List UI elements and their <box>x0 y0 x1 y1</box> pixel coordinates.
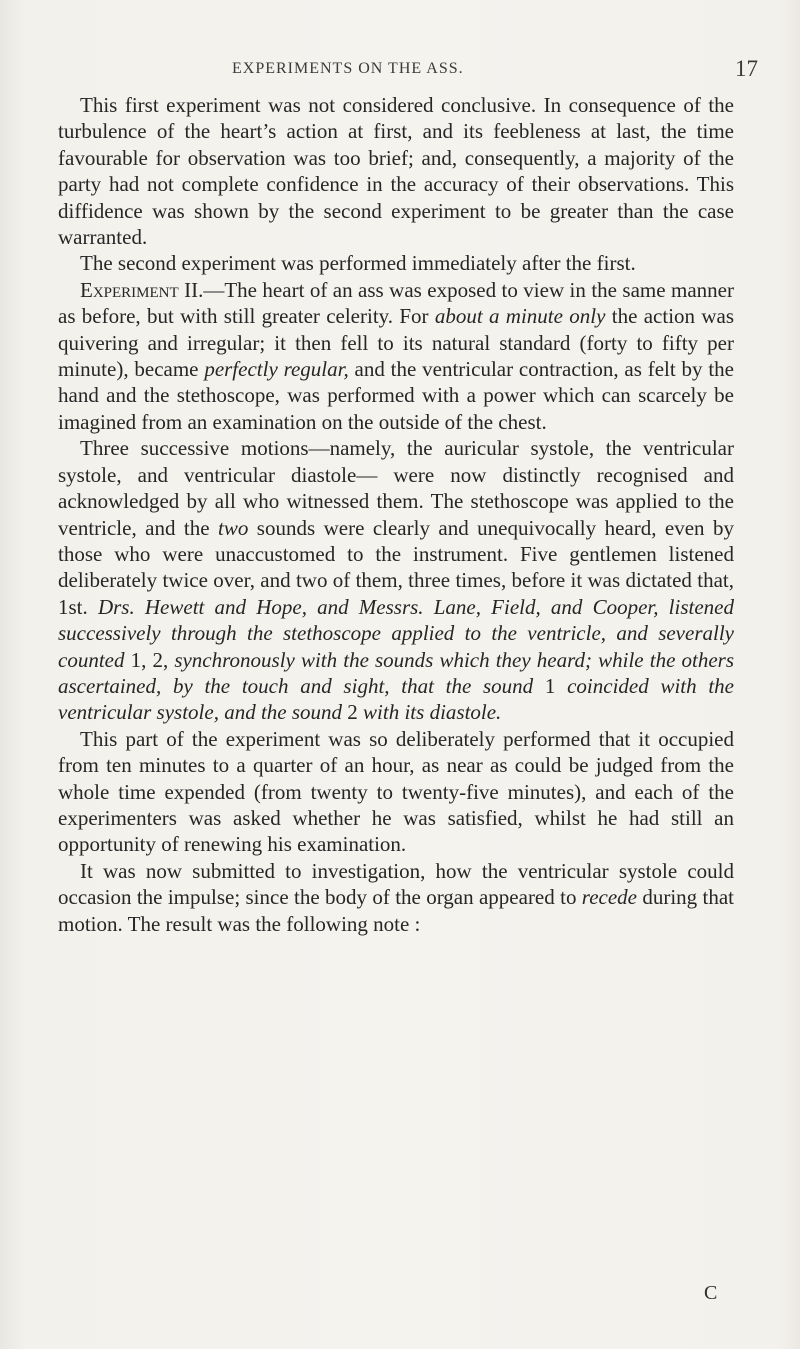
paragraph-6-tail: during that motion. The result was the following note : <box>58 885 734 936</box>
paragraph-6 <box>58 858 734 937</box>
paragraph-5: This part of the experiment was so deliberately performed that it occupied from ten minutes to a quarter of an hour, as near as could be judged from the whole time expended (from twenty to twenty-five minutes), and each of the experimenters was asked whether he was satisfied, whilst he had still an opportunity of renewing his examination. <box>58 726 734 857</box>
paragraph-3-lead: —The heart of an ass was exposed to view in the same manner as before, but with still greater celerity. For <box>58 277 734 329</box>
page-number: 17 <box>735 56 758 81</box>
paragraph-3 <box>58 277 734 435</box>
paragraph-3-tail: and the ventricular contraction, as felt by the hand and the stethoscope, was performed with a power which can scarcely be imagined from an examination on the outside of the chest. <box>58 357 734 434</box>
paragraph-4-emphasis-3: synchronously with the sounds which they heard; while the others ascertained, by the touch and sight, that the sound <box>58 647 734 698</box>
paragraph-4-emphasis-4: coincided with the ventricular systole, and the sound <box>58 673 735 725</box>
signature-mark: C <box>704 1282 718 1304</box>
paragraph-4-emphasis-1: two <box>218 515 249 540</box>
paragraph-4-lead: Three successive motions—namely, the auricular systole, the ventricular systole, and ventricular diastole— were now distinctly recognised and acknowledged by all who witnessed them. The stethoscope was applied to the ventricle, and the <box>58 436 734 540</box>
running-title: EXPERIMENTS ON THE ASS. <box>232 60 464 77</box>
paragraph-3-emphasis-1: about a minute only <box>434 304 606 329</box>
paragraph-2: The second experiment was performed immediately after the first. <box>80 251 636 276</box>
experiment-label: Experiment II. <box>80 277 204 302</box>
paragraph-4-emphasis-5: with its diastole. <box>363 700 502 725</box>
running-head <box>0 56 800 84</box>
paragraph-4 <box>58 435 734 725</box>
body-text <box>58 92 734 937</box>
paragraph-3-middle: the action was quivering and irregular; it then fell to its natural standard (forty to fifty per minute), became <box>58 304 734 382</box>
paragraph-6-emphasis: recede <box>581 885 637 910</box>
paragraph-6-lead: It was now submitted to investigation, how the ventricular systole could occasion the impulse; since the body of the organ appeared to <box>58 858 734 910</box>
paragraph-4-middle: sounds were clearly and unequivocally heard, even by those who were unaccustomed to the instrument. Five gentlemen listened deliberately twice over, and two of them, three times, before it was dictated that, 1st. <box>58 515 734 619</box>
paragraph-4-numbers: 1, 2, <box>124 647 175 672</box>
paragraph-4-emphasis-2: Drs. Hewett and Hope, and Messrs. Lane, Field, and Cooper, listened successively through the stethoscope applied to the ventricle, and severally counted <box>58 594 734 672</box>
paragraph-4-sound-2: 2 <box>342 700 364 725</box>
paragraph-1: This first experiment was not considered conclusive. In consequence of the turbulence of the heart’s action at first, and its feebleness at last, the time favourable for observation was too brief; and, consequently, a majority of the party had not complete confidence in the accuracy of their observations. This diffidence was shown by the second experiment to be greater than the case warranted. <box>58 93 734 250</box>
paragraph-4-sound-1: 1 <box>533 673 568 698</box>
paragraph-3-emphasis-2: perfectly regular, <box>204 357 349 382</box>
